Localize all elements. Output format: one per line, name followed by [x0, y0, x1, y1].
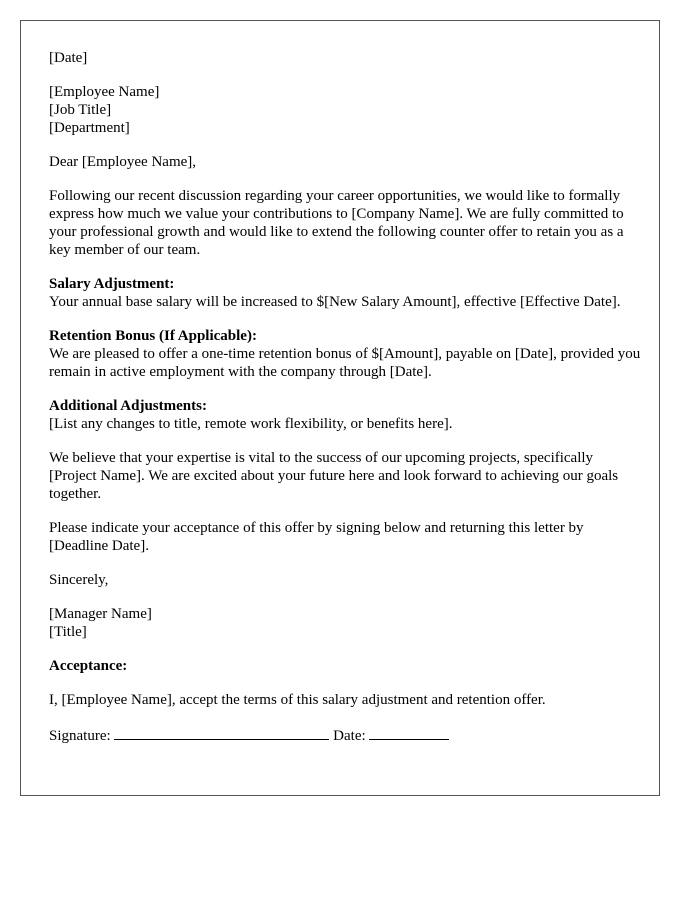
letter-date: [Date]	[49, 50, 88, 66]
bonus-text: We are pleased to offer a one-time retention bonus of $[Amount], payable on [Date], provided you remain in active employment with the company through [Date].	[49, 346, 641, 380]
salary-heading: Salary Adjustment:	[49, 276, 175, 292]
sender-name: [Manager Name]	[49, 606, 152, 622]
additional-text: [List any changes to title, remote work flexibility, or benefits here].	[49, 416, 453, 432]
acceptance-heading: Acceptance:	[49, 658, 128, 674]
recipient-name: [Employee Name]	[49, 84, 160, 100]
intro-paragraph: Following our recent discussion regarding your career opportunities, we would like to formally express how much we value your contributions to [Company Name]. We are fully committed to your professional growth and would like to extend the following counter offer to retain you as a key member of our team.	[49, 188, 624, 258]
letter-page	[20, 20, 660, 796]
bonus-heading: Retention Bonus (If Applicable):	[49, 328, 257, 344]
closing: Sincerely,	[49, 572, 109, 588]
salutation: Dear [Employee Name],	[49, 154, 197, 170]
salary-section	[49, 275, 641, 311]
recipient-job-title: [Job Title]	[49, 102, 112, 118]
acceptance-statement: I, [Employee Name], accept the terms of this salary adjustment and retention offer.	[49, 692, 546, 708]
sender-title: [Title]	[49, 624, 87, 640]
bonus-section	[49, 327, 641, 381]
signature-row	[49, 725, 641, 745]
sender-block	[49, 605, 641, 641]
recipient-block	[49, 83, 641, 137]
recipient-department: [Department]	[49, 120, 130, 136]
additional-heading: Additional Adjustments:	[49, 398, 207, 414]
date-line[interactable]	[369, 725, 449, 740]
acceptance-request-paragraph: Please indicate your acceptance of this offer by signing below and returning this letter by [Deadline Date].	[49, 520, 584, 554]
belief-paragraph: We believe that your expertise is vital to the success of our upcoming projects, specifically [Project Name]. We are excited about your future here and look forward to achieving our goals together.	[49, 450, 619, 502]
letter-body	[49, 49, 641, 761]
salary-text: Your annual base salary will be increased to $[New Salary Amount], effective [Effective Date].	[49, 294, 621, 310]
date-label: Date:	[333, 728, 366, 744]
signature-line[interactable]	[114, 725, 329, 740]
signature-label: Signature:	[49, 728, 111, 744]
additional-section	[49, 397, 641, 433]
